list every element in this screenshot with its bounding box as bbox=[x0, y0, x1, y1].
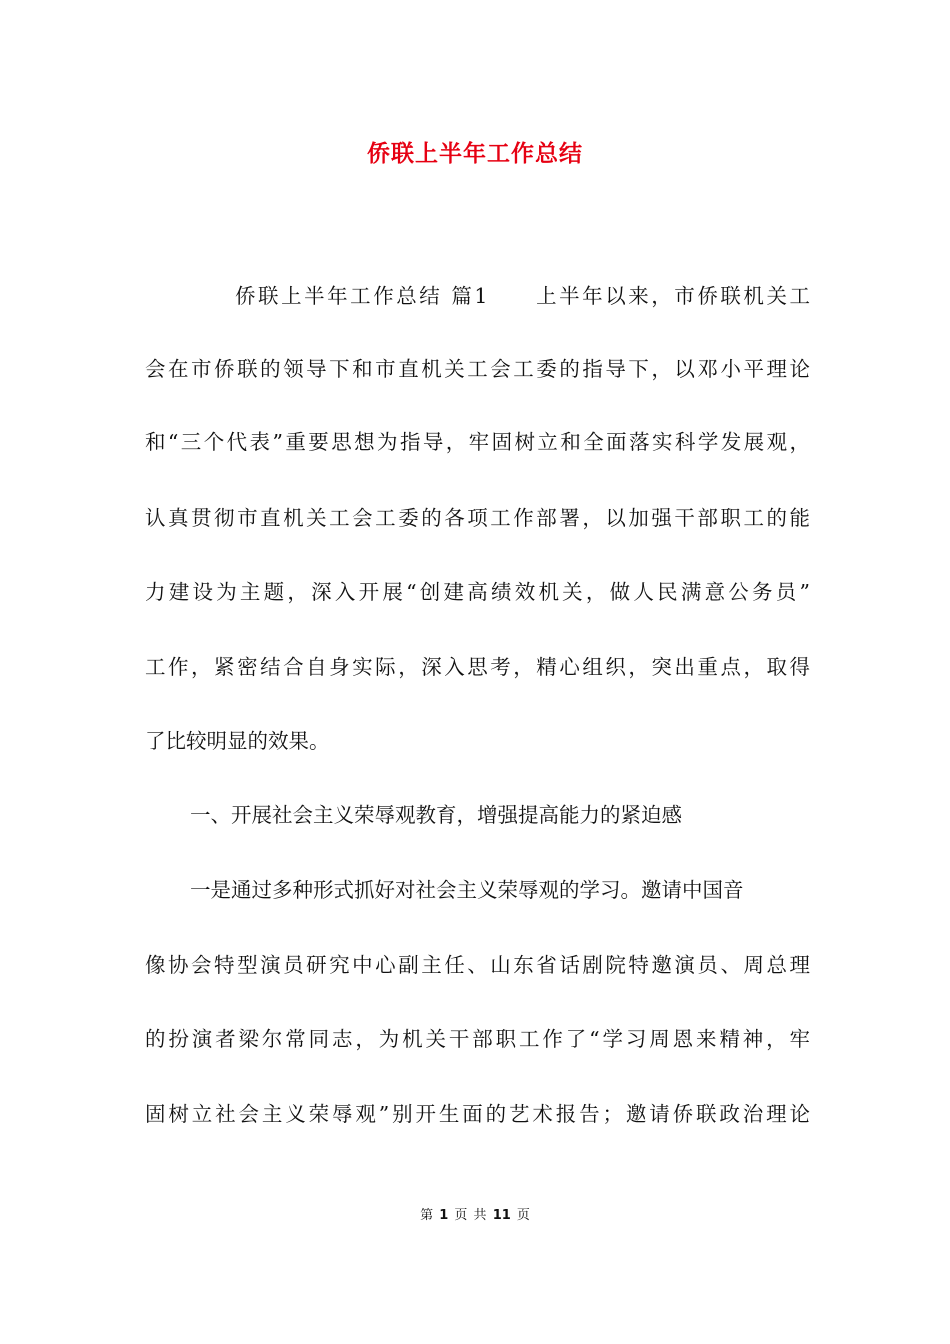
paragraph-line: 工作，紧密结合自身实际，深入思考，精心组织，突出重点，取得 bbox=[145, 655, 810, 679]
document-title: 侨联上半年工作总结 bbox=[367, 141, 583, 167]
paragraph-line: 像协会特型演员研究中心副主任、山东省话剧院特邀演员、周总理 bbox=[145, 953, 810, 977]
paragraph-line: 的扮演者梁尔常同志，为机关干部职工作了“学习周恩来精神，牢 bbox=[145, 1027, 810, 1051]
paragraph-line: 侨联上半年工作总结 篇1 上半年以来，市侨联机关工 bbox=[235, 284, 810, 308]
paragraph-line: 力建设为主题，深入开展“创建高绩效机关，做人民满意公务员” bbox=[145, 580, 810, 604]
paragraph-line: 认真贯彻市直机关工会工委的各项工作部署，以加强干部职工的能 bbox=[145, 506, 810, 530]
total-pages-number: 11 bbox=[492, 1208, 511, 1223]
footer-prefix: 第 bbox=[420, 1208, 434, 1223]
paragraph-line: 固树立社会主义荣辱观”别开生面的艺术报告；邀请侨联政治理论 bbox=[145, 1102, 810, 1126]
paragraph-line: 了比较明显的效果。 bbox=[145, 729, 330, 753]
paragraph-line: 一是通过多种形式抓好对社会主义荣辱观的学习。邀请中国音 bbox=[190, 878, 744, 902]
paragraph-line: 和“三个代表”重要思想为指导，牢固树立和全面落实科学发展观， bbox=[145, 430, 810, 454]
paragraph-line: 会在市侨联的领导下和市直机关工会工委的指导下，以邓小平理论 bbox=[145, 357, 810, 381]
footer-suffix: 页 bbox=[516, 1208, 530, 1223]
page-footer bbox=[0, 1206, 950, 1226]
section-heading: 一、开展社会主义荣辱观教育，增强提高能力的紧迫感 bbox=[190, 803, 682, 827]
current-page-number: 1 bbox=[439, 1208, 449, 1223]
footer-middle: 页 共 bbox=[454, 1208, 487, 1223]
